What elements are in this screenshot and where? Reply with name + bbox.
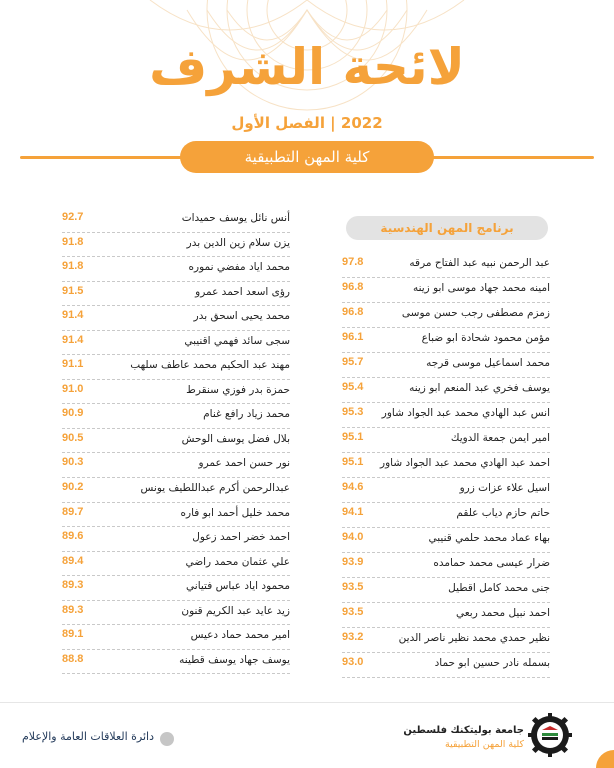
student-grade: 89.3 (62, 579, 84, 592)
list-item (62, 552, 290, 577)
student-grade: 93.0 (342, 656, 364, 668)
corner-accent (596, 750, 614, 768)
list-item (342, 353, 550, 378)
list-item (342, 278, 550, 303)
student-name: يزن سلام زين الدين بدر (186, 236, 290, 249)
footer-dot-icon (160, 732, 174, 746)
student-name: محمد اياد مفضي نموره (188, 261, 290, 274)
student-name: بسمله نادر حسين ابو حماد (434, 657, 550, 669)
college-badge: كلية المهن التطبيقية (180, 141, 434, 173)
student-name: محمد اسماعيل موسى قرجه (426, 357, 550, 369)
page-title: لائحة الشرف (149, 38, 465, 96)
student-grade: 91.8 (62, 235, 84, 248)
student-name: حمزة بدر فوزي سنقرط (186, 383, 290, 396)
student-grade: 93.2 (342, 631, 364, 643)
list-item (342, 303, 550, 328)
student-name: رؤى اسعد احمد عمرو (195, 285, 290, 298)
student-name: احمد خضر احمد زعول (192, 531, 290, 544)
student-name: يوسف فخري عبد المنعم ابو زينه (409, 382, 550, 394)
list-item (62, 576, 290, 601)
student-grade: 95.3 (342, 406, 364, 418)
student-grade: 91.5 (62, 284, 84, 297)
list-item (62, 282, 290, 307)
student-grade: 89.7 (62, 505, 84, 518)
list-item (342, 428, 550, 453)
student-name: زيد عايد عبد الكريم قنون (181, 604, 290, 617)
student-name: نور حسن احمد عمرو (198, 457, 290, 470)
student-grade: 95.1 (342, 431, 364, 443)
student-grade: 90.5 (62, 431, 84, 444)
student-name: محمود اياد عباس فتياني (186, 580, 290, 593)
list-item (62, 257, 290, 282)
student-name: نظير حمدي محمد نظير ناصر الدين (398, 632, 550, 644)
list-item (342, 578, 550, 603)
student-name: امير محمد حماد دعيس (190, 629, 290, 642)
student-grade: 91.4 (62, 309, 84, 322)
student-name: مؤمن محمود شحادة ابو ضباع (421, 332, 550, 344)
student-grade: 95.4 (342, 381, 364, 393)
university-name: جامعة بوليتكنك فلسطين (403, 725, 524, 736)
list-item (62, 478, 290, 503)
university-college: كلية المهن التطبيقية (445, 739, 524, 750)
student-name: بهاء عماد محمد حلمي قنيبي (428, 532, 550, 544)
list-item (342, 453, 550, 478)
list-item (62, 625, 290, 650)
student-grade: 89.3 (62, 603, 84, 616)
student-grade: 94.6 (342, 481, 364, 493)
list-item (342, 528, 550, 553)
list-item (62, 601, 290, 626)
student-grade: 93.5 (342, 581, 364, 593)
student-grade: 91.4 (62, 333, 84, 346)
student-name: محمد زياد رافع غنام (203, 408, 290, 421)
row-separator (342, 677, 550, 678)
student-name: أنس نائل يوسف حميدات (181, 212, 290, 224)
footer-department: دائرة العلاقات العامة والإعلام (22, 730, 155, 743)
student-name: عبدالرحمن أكرم عبداللطيف يونس (140, 482, 290, 495)
student-grade: 96.1 (342, 331, 364, 343)
student-grade: 92.7 (62, 211, 84, 223)
student-grade: 90.2 (62, 481, 84, 494)
student-name: انس عبد الهادي محمد عبد الجواد شاور (381, 407, 550, 419)
student-name: يوسف جهاد يوسف قطينه (179, 653, 290, 666)
student-grade: 96.8 (342, 306, 364, 318)
student-name: زمزم مصطفى رجب حسن موسى (401, 307, 550, 319)
student-grade: 96.8 (342, 281, 364, 293)
student-name: حاتم حازم دياب علقم (456, 507, 550, 519)
student-grade: 93.5 (342, 606, 364, 618)
list-item (62, 380, 290, 405)
student-grade: 91.8 (62, 260, 84, 273)
honor-list-right (342, 253, 550, 678)
list-item (342, 478, 550, 503)
list-item (342, 403, 550, 428)
student-grade: 91.1 (62, 358, 84, 371)
student-name: احمد عبد الهادي محمد عبد الجواد شاور (380, 457, 550, 469)
program-badge: برنامج المهن الهندسية (346, 216, 548, 240)
student-grade: 90.9 (62, 407, 84, 420)
semester-subtitle: 2022 | الفصل الأول (231, 114, 383, 132)
student-grade: 89.4 (62, 554, 84, 567)
list-item (62, 503, 290, 528)
student-grade: 95.7 (342, 356, 364, 368)
student-grade: 89.6 (62, 530, 84, 543)
list-item (342, 503, 550, 528)
student-grade: 90.3 (62, 456, 84, 469)
footer-divider (0, 702, 614, 703)
student-grade: 94.1 (342, 506, 364, 518)
student-name: بلال فضل يوسف الوحش (181, 432, 290, 445)
university-logo-icon (528, 713, 572, 757)
footer-university (403, 725, 524, 750)
student-name: محمد خليل أحمد ابو فاره (180, 506, 290, 519)
honor-list-left (62, 208, 290, 674)
student-grade: 89.1 (62, 628, 84, 641)
list-item (342, 553, 550, 578)
list-item (62, 404, 290, 429)
list-item (342, 328, 550, 353)
list-item (342, 653, 550, 678)
list-item (342, 603, 550, 628)
list-item (62, 306, 290, 331)
student-grade: 88.8 (62, 652, 84, 665)
student-grade: 91.0 (62, 382, 84, 395)
student-name: علي عثمان محمد راضي (185, 555, 290, 568)
row-separator (62, 673, 290, 674)
list-item (62, 233, 290, 258)
student-grade: 97.8 (342, 256, 364, 268)
student-name: مهند عبد الحكيم محمد عاطف سلهب (130, 359, 290, 372)
student-name: اسيل علاء عزات زرو (459, 482, 550, 494)
list-item (342, 253, 550, 278)
student-grade: 94.0 (342, 531, 364, 543)
student-grade: 95.1 (342, 456, 364, 468)
list-item (62, 650, 290, 675)
list-item (342, 378, 550, 403)
student-name: جنى محمد كامل اقطيل (448, 582, 550, 594)
student-name: محمد يحيى اسحق بدر (193, 310, 290, 323)
list-item (62, 355, 290, 380)
list-item (342, 628, 550, 653)
list-item (62, 208, 290, 233)
student-name: سجى سائد فهمي اقنيبي (184, 334, 290, 347)
student-grade: 93.9 (342, 556, 364, 568)
student-name: امينه محمد جهاد موسى ابو زينه (412, 282, 550, 294)
student-name: ضرار عيسى محمد حمامده (433, 557, 550, 569)
student-name: عبد الرحمن نبيه عبد الفتاح مرقه (409, 257, 550, 269)
list-item (62, 429, 290, 454)
list-item (62, 527, 290, 552)
student-name: امير ايمن جمعة الدويك (450, 432, 550, 444)
list-item (62, 331, 290, 356)
list-item (62, 453, 290, 478)
student-name: احمد نبيل محمد ربعي (455, 607, 550, 619)
